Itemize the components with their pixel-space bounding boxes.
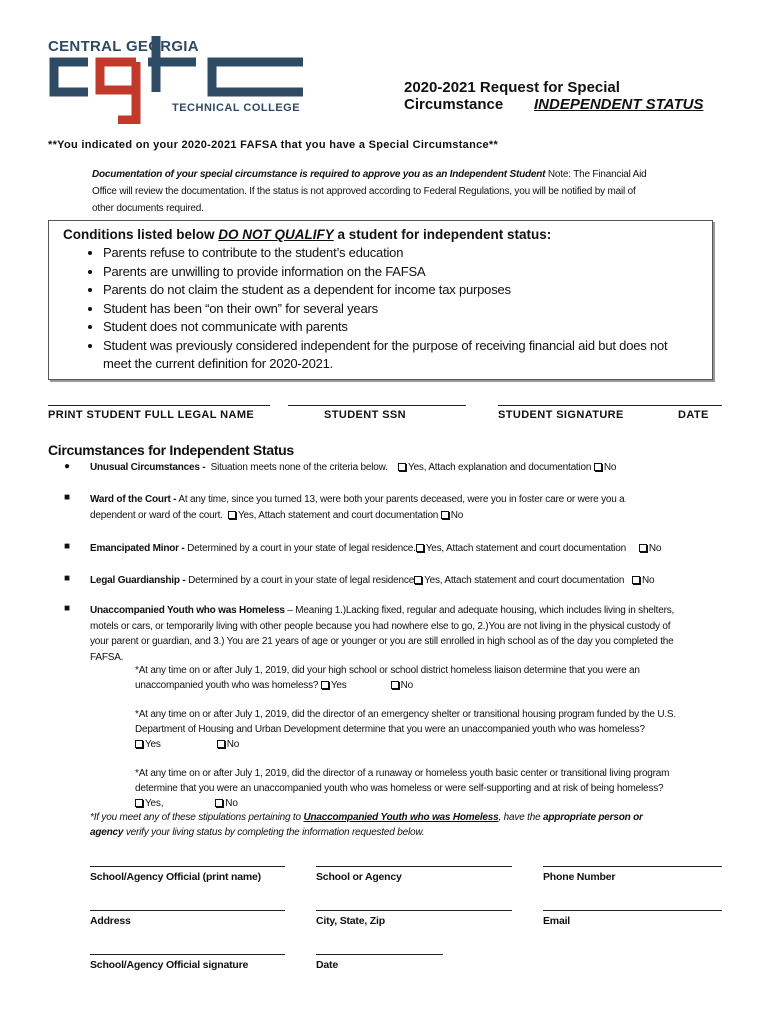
student-ssn-line[interactable] (288, 405, 466, 406)
status-heading: INDEPENDENT STATUS (534, 96, 704, 113)
list-item: • Student was previously considered independent for the purpose of receiving financial aid but does not meet the current definition for 2020-2021. (103, 337, 698, 374)
documentation-note (92, 166, 704, 217)
list-item: • Parents are unwilling to provide information on the FAFSA (103, 263, 698, 282)
q1-yes-label: Yes (330, 680, 347, 691)
bullet-icon: ■ (64, 603, 71, 614)
q2-no-label: No (226, 739, 240, 750)
official-name-label: School/Agency Official (print name) (90, 871, 261, 883)
emancipated-no-label: No (648, 543, 662, 554)
bullet-icon: ■ (64, 541, 71, 552)
emancipated-minor-item (90, 541, 730, 557)
list-item: • Student does not communicate with parents (103, 318, 698, 337)
doc-note-line1: Note: The Financial Aid (545, 169, 647, 180)
guardianship-yes-checkbox[interactable] (414, 576, 422, 584)
conditions-title (63, 227, 698, 242)
student-ssn-label: STUDENT SSN (324, 409, 407, 421)
q3-line1: *At any time on or after July 1, 2019, did the director of a runaway or homeless youth basic center or transitional living program (135, 768, 670, 779)
q3-no-label: No (225, 798, 238, 809)
q3-no-checkbox[interactable] (215, 799, 223, 807)
q2-yes-label: Yes (145, 739, 161, 750)
conditions-box (48, 220, 713, 380)
emancipated-yes-label: Yes, Attach statement and court documentation (425, 543, 626, 554)
city-state-zip-label: City, State, Zip (316, 915, 385, 927)
legal-guardianship-item (90, 573, 730, 589)
guardianship-yes-label: Yes, Attach statement and court documentation (424, 575, 625, 586)
question-runaway (135, 766, 725, 811)
q1-line2: unaccompanied youth who was homeless? (135, 680, 319, 691)
bullet-icon: ● (64, 461, 71, 472)
unusual-label: Unusual Circumstances - (90, 462, 206, 473)
doc-note-bold: Documentation of your special circumstance is required to approve you as an Independent Student (92, 169, 546, 180)
conditions-list (63, 244, 698, 374)
email-line[interactable] (543, 910, 722, 911)
phone-line[interactable] (543, 866, 722, 867)
stipulation-note (90, 810, 720, 840)
doc-note-line3: other documents required. (92, 203, 204, 214)
homeless-line1: – Meaning 1.)Lacking fixed, regular and adequate housing, which includes living in shelters, (284, 605, 675, 616)
school-agency-line[interactable] (316, 866, 512, 867)
cgtc-logo (48, 32, 310, 124)
official-signature-line[interactable] (90, 954, 285, 955)
ward-of-court-item (90, 492, 730, 523)
stip-after: verify your living status by completing the information requested below. (123, 827, 425, 838)
q1-no-checkbox[interactable] (391, 681, 399, 689)
question-liaison (135, 663, 725, 693)
homeless-line4: FAFSA. (90, 651, 124, 663)
emancipated-yes-checkbox[interactable] (416, 544, 424, 552)
q3-line2: determine that you were an unaccompanied youth who was homeless or were self-supporting and at risk of being homeless? (135, 783, 664, 794)
logo-bottom-text: TECHNICAL COLLEGE (172, 102, 301, 114)
ward-text2: dependent or ward of the court. (90, 509, 223, 521)
question-shelter (135, 707, 725, 752)
student-name-label: PRINT STUDENT FULL LEGAL NAME (48, 409, 255, 421)
form-title: 2020-2021 Request for Special (404, 79, 620, 96)
official-name-line[interactable] (90, 866, 285, 867)
q2-line2: Department of Housing and Urban Development determine that you were an unaccompanied youth who was homeless? (135, 724, 645, 735)
conditions-title-before: Conditions listed below (63, 227, 219, 242)
logo-top-text: CENTRAL GEORGIA (48, 38, 199, 55)
conditions-title-after: a student for independent status: (333, 227, 552, 242)
list-item: • Parents refuse to contribute to the student’s education (103, 244, 698, 263)
list-item: • Parents do not claim the student as a dependent for income tax purposes (103, 281, 698, 300)
guardianship-text: Determined by a court in your state of legal residence (188, 575, 415, 586)
ward-no-checkbox[interactable] (441, 511, 449, 519)
unusual-circumstances-item (90, 460, 730, 476)
student-signature-line[interactable] (498, 405, 722, 406)
stip-bold2: agency (90, 827, 124, 838)
ward-yes-label: Yes, Attach statement and court documentation (237, 509, 439, 521)
homeless-label: Unaccompanied Youth who was Homeless (90, 605, 285, 616)
emancipated-text: Determined by a court in your state of legal residence. (187, 543, 416, 554)
official-date-label: Date (316, 959, 338, 971)
q1-yes-checkbox[interactable] (321, 681, 329, 689)
ward-yes-checkbox[interactable] (228, 511, 236, 519)
email-label: Email (543, 915, 571, 927)
q3-yes-label: Yes, (145, 798, 164, 809)
guardianship-no-label: No (642, 575, 655, 586)
ward-text1: At any time, since you turned 13, were both your parents deceased, were you in foster care or were you a (178, 494, 625, 505)
q2-line1: *At any time on or after July 1, 2019, did the director of an emergency shelter or transitional housing program funded by the U.S. (135, 709, 676, 720)
homeless-line3: your parent or guardian, and 3.) You are 21 years of age or younger or you are still enrolled in high school as of the day you completed the (90, 636, 674, 647)
q2-no-checkbox[interactable] (217, 740, 225, 748)
bullet-icon: ■ (64, 492, 71, 503)
list-item: • Student has been “on their own” for several years (103, 300, 698, 319)
homeless-line2: motels or cars, or temporarily living with other people because you had nowhere else to go, 2.)You are not living in the physical custody of (90, 620, 671, 632)
city-state-zip-line[interactable] (316, 910, 512, 911)
circumstances-title: Circumstances for Independent Status (48, 442, 294, 458)
q1-line1: *At any time on or after July 1, 2019, did your high school or school district homeless liaison determine that you were an (135, 665, 640, 676)
stip-bold: appropriate person or (543, 812, 643, 823)
q3-yes-checkbox[interactable] (135, 799, 143, 807)
stip-before: *If you meet any of these stipulations pertaining to (90, 812, 304, 823)
student-signature-label: STUDENT SIGNATURE (498, 409, 624, 421)
official-date-line[interactable] (316, 954, 443, 955)
address-line[interactable] (90, 910, 285, 911)
guardianship-label: Legal Guardianship - (90, 575, 186, 586)
ward-no-label: No (450, 509, 464, 521)
fafsa-notice: **You indicated on your 2020-2021 FAFSA that you have a Special Circumstance** (48, 139, 499, 151)
phone-label: Phone Number (543, 871, 616, 883)
unusual-yes-label: Yes, Attach explanation and documentation (408, 462, 592, 473)
stip-homeless-link: Unaccompanied Youth who was Homeless (303, 812, 499, 823)
official-signature-label: School/Agency Official signature (90, 959, 249, 971)
unusual-no-label: No (603, 462, 617, 473)
unusual-no-checkbox[interactable] (594, 463, 602, 471)
bullet-icon: ■ (64, 573, 71, 584)
school-agency-label: School or Agency (316, 871, 402, 883)
guardianship-no-checkbox[interactable] (632, 576, 640, 584)
unusual-text: Situation meets none of the criteria below. (210, 462, 388, 473)
q2-yes-checkbox[interactable] (135, 740, 143, 748)
ward-label: Ward of the Court - (90, 494, 177, 505)
homeless-youth-item (90, 603, 730, 665)
doc-note-line2: Office will review the documentation. If the status is not approved according to Federal Regulations, you will be notified by mail of (92, 186, 636, 197)
address-label: Address (90, 915, 131, 927)
emancipated-label: Emancipated Minor - (90, 543, 185, 554)
form-subtitle: Circumstance (404, 96, 504, 113)
student-name-line[interactable] (48, 405, 270, 406)
stip-middle: , have the (498, 812, 544, 823)
q1-no-label: No (400, 680, 413, 691)
conditions-title-emph: DO NOT QUALIFY (218, 227, 334, 242)
emancipated-no-checkbox[interactable] (639, 544, 647, 552)
unusual-yes-checkbox[interactable] (398, 463, 406, 471)
date-label: DATE (678, 409, 709, 421)
